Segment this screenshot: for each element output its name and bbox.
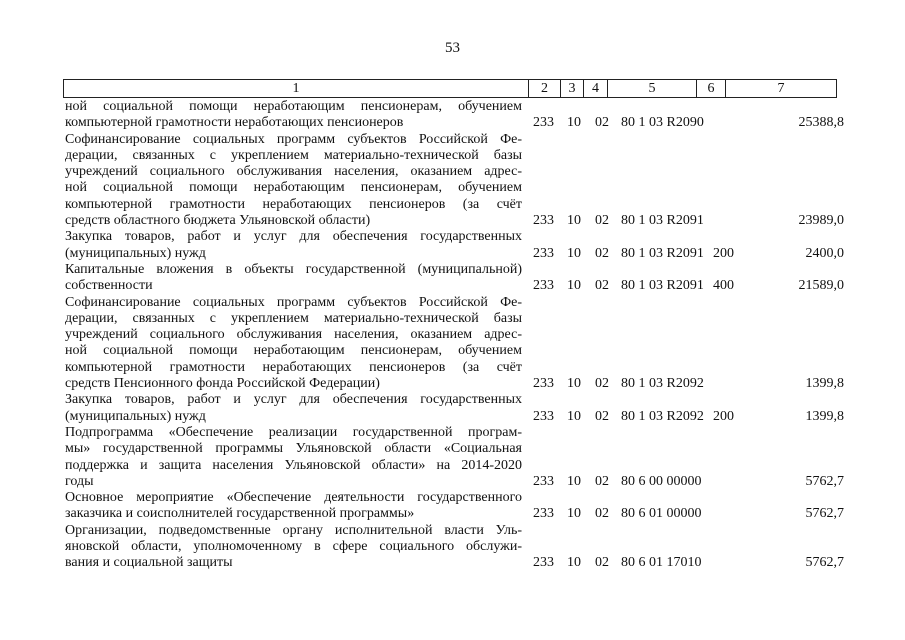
- amount: 1399,8: [805, 376, 844, 392]
- description-line: дерации, связанных с укреплением материально-технической базы: [65, 147, 522, 163]
- code-expense-type: 200: [713, 245, 734, 261]
- table-row: [0, 425, 905, 490]
- description-line: заказчика и соисполнителей государственной программы»: [65, 506, 415, 522]
- description-line: ной социальной помощи неработающим пенсионерам, обучением: [65, 180, 522, 196]
- code-subsection: 02: [595, 245, 609, 261]
- code-section: 10: [567, 278, 581, 294]
- page-number: 53: [445, 40, 460, 56]
- description-line: годы: [65, 473, 94, 489]
- column-header-1: 1: [64, 80, 529, 98]
- amount: 25388,8: [798, 115, 844, 131]
- code-target-article: 80 1 03 R2092: [621, 408, 704, 424]
- code-subsection: 02: [595, 115, 609, 131]
- amount: 21589,0: [798, 278, 844, 294]
- description-line: учреждений социального обслуживания населения, оказанием адрес-: [65, 327, 522, 343]
- code-target-article: 80 6 01 00000: [621, 506, 702, 522]
- code-section: 10: [567, 213, 581, 229]
- description-line: Софинансирование социальных программ субъектов Российской Фе-: [65, 294, 522, 310]
- code-admin: 233: [533, 408, 554, 424]
- description-line: учреждений социального обслуживания населения, оказанием адрес-: [65, 164, 522, 180]
- table-row: [0, 132, 905, 230]
- description-line: собственности: [65, 278, 153, 294]
- description-line: Закупка товаров, работ и услуг для обеспечения государственных: [65, 392, 522, 408]
- code-section: 10: [567, 115, 581, 131]
- code-expense-type: 200: [713, 408, 734, 424]
- code-admin: 233: [533, 213, 554, 229]
- table-row: [0, 295, 905, 393]
- row-codes: [0, 506, 905, 522]
- code-subsection: 02: [595, 473, 609, 489]
- description-line: ной социальной помощи неработающим пенсионерам, обучением: [65, 343, 522, 359]
- code-section: 10: [567, 245, 581, 261]
- column-header-5: 5: [608, 80, 697, 98]
- description-line: дерации, связанных с укреплением материально-технической базы: [65, 310, 522, 326]
- code-target-article: 80 1 03 R2091: [621, 278, 704, 294]
- table-row: [0, 99, 905, 132]
- description-line: яновской области, уполномоченному в сфере социального обслужи-: [65, 539, 522, 555]
- code-target-article: 80 1 03 R2090: [621, 115, 704, 131]
- description-line: ной социальной помощи неработающим пенсионерам, обучением: [65, 99, 522, 114]
- description-line: Софинансирование социальных программ субъектов Российской Фе-: [65, 131, 522, 147]
- code-admin: 233: [533, 278, 554, 294]
- description-line: Капитальные вложения в объекты государственной (муниципальной): [65, 261, 522, 277]
- code-admin: 233: [533, 245, 554, 261]
- code-admin: 233: [533, 506, 554, 522]
- description-line: вания и социальной защиты: [65, 555, 233, 571]
- table-row: [0, 229, 905, 262]
- code-admin: 233: [533, 555, 554, 571]
- column-header-6: 6: [697, 80, 726, 98]
- code-subsection: 02: [595, 213, 609, 229]
- code-target-article: 80 6 00 00000: [621, 473, 702, 489]
- description-line: компьютерной грамотности неработающих пенсионеров (за счёт: [65, 359, 522, 375]
- description-line: Основное мероприятие «Обеспечение деятельности государственного: [65, 490, 522, 506]
- code-subsection: 02: [595, 376, 609, 392]
- column-header-table: [63, 79, 837, 98]
- description-line: средств областного бюджета Ульяновской области): [65, 213, 371, 229]
- description-line: компьютерной грамотности неработающих пенсионеров (за счёт: [65, 196, 522, 212]
- code-target-article: 80 1 03 R2092: [621, 376, 704, 392]
- column-header-4: 4: [584, 80, 608, 98]
- code-subsection: 02: [595, 408, 609, 424]
- code-section: 10: [567, 555, 581, 571]
- description-line: Подпрограмма «Обеспечение реализации государственной програм-: [65, 424, 522, 440]
- code-subsection: 02: [595, 278, 609, 294]
- description-line: (муниципальных) нужд: [65, 245, 206, 261]
- amount: 5762,7: [805, 473, 844, 489]
- description-line: (муниципальных) нужд: [65, 408, 206, 424]
- code-admin: 233: [533, 115, 554, 131]
- table-row: [0, 262, 905, 295]
- description-line: средств Пенсионного фонда Российской Федерации): [65, 376, 380, 392]
- code-section: 10: [567, 376, 581, 392]
- column-header-row: [64, 80, 837, 98]
- code-target-article: 80 6 01 17010: [621, 555, 702, 571]
- description-line: компьютерной грамотности неработающих пенсионеров: [65, 115, 404, 131]
- description-line: Организации, подведомственные органу исполнительной власти Уль-: [65, 522, 522, 538]
- column-header-3: 3: [561, 80, 584, 98]
- code-admin: 233: [533, 376, 554, 392]
- code-admin: 233: [533, 473, 554, 489]
- code-section: 10: [567, 473, 581, 489]
- row-codes: [0, 115, 905, 131]
- table-row: [0, 523, 905, 572]
- description-line: поддержка и защита населения Ульяновской области» на 2014-2020: [65, 457, 522, 473]
- row-codes: [0, 409, 905, 425]
- code-target-article: 80 1 03 R2091: [621, 245, 704, 261]
- description-line: Закупка товаров, работ и услуг для обеспечения государственных: [65, 229, 522, 245]
- code-expense-type: 400: [713, 278, 734, 294]
- row-codes: [0, 474, 905, 490]
- description-line: мы» государственной программы Ульяновской области «Социальная: [65, 441, 522, 457]
- row-codes: [0, 376, 905, 392]
- row-codes: [0, 246, 905, 262]
- table-row: [0, 490, 905, 523]
- row-codes: [0, 278, 905, 294]
- row-codes: [0, 213, 905, 229]
- code-subsection: 02: [595, 506, 609, 522]
- column-header-2: 2: [529, 80, 561, 98]
- amount: 2400,0: [805, 245, 844, 261]
- budget-rows: [0, 99, 905, 572]
- code-section: 10: [567, 506, 581, 522]
- table-row: [0, 392, 905, 425]
- code-target-article: 80 1 03 R2091: [621, 213, 704, 229]
- amount: 5762,7: [805, 506, 844, 522]
- amount: 23989,0: [798, 213, 844, 229]
- amount: 5762,7: [805, 555, 844, 571]
- amount: 1399,8: [805, 408, 844, 424]
- row-codes: [0, 555, 905, 571]
- code-section: 10: [567, 408, 581, 424]
- code-subsection: 02: [595, 555, 609, 571]
- column-header-7: 7: [726, 80, 837, 98]
